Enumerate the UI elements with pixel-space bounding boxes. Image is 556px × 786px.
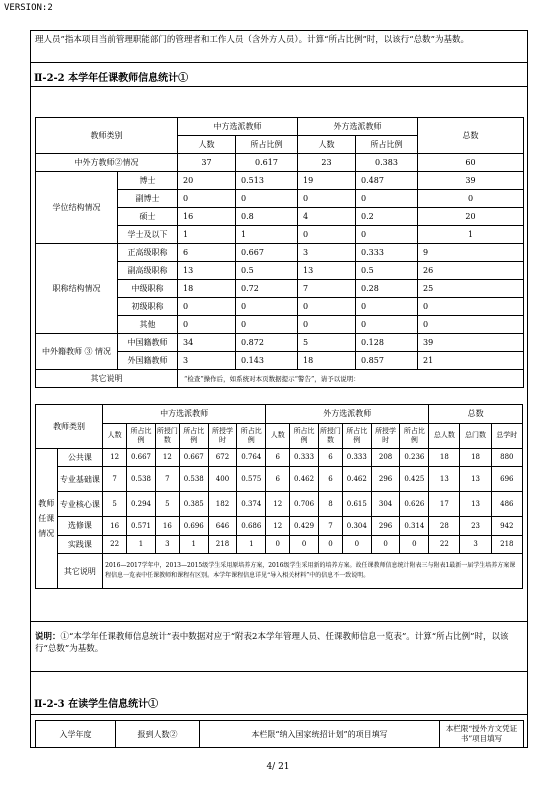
header-registered-count: 报到人数② [116,721,200,748]
cell: 208 [371,448,400,467]
subheader: 总人数 [429,423,460,448]
cell: 1 [179,535,208,554]
cell: 0.575 [237,467,266,492]
row-label: 选修课 [57,517,103,536]
table-row [36,334,524,352]
table-row [36,517,523,536]
cell: 3 [155,535,179,554]
header-total: 总数 [418,118,524,154]
cell: 0.615 [342,492,371,517]
row-label: 专业核心课 [57,492,103,517]
cell: 13 [460,492,491,517]
cell: 0.28 [356,280,418,298]
table-row [36,448,523,467]
cell: 0.538 [179,467,208,492]
row-label: 正高级职称 [118,244,178,262]
cell: 39 [418,334,524,352]
cell: 0 [400,535,429,554]
cell: 0.487 [356,172,418,190]
cell: 12 [266,517,290,536]
header-ratio: 所占比例 [236,136,298,154]
cell: 13 [429,467,460,492]
subheader: 所授学时 [208,423,237,448]
subheader: 所授门数 [155,423,179,448]
cell: 0.872 [236,334,298,352]
cell: 0.686 [237,517,266,536]
row-label: 专业基础课 [57,467,103,492]
table-row [36,172,524,190]
cell: 0.314 [400,517,429,536]
group-label-title: 职称结构情况 [36,244,118,334]
cell: 7 [298,280,356,298]
cell: 1 [127,535,156,554]
divider [31,714,527,715]
row-label: 副高级职称 [118,262,178,280]
table-row [36,535,523,554]
intro-text: 理人员”指本项目当前管理职能部门的管理者和工作人员（含外方人员）。计算“所占比例”时，以该行“总数”为基数。 [35,35,469,45]
cell: 0 [178,190,236,208]
cell: 16 [103,517,127,536]
header-chinese-teachers: 中方选派教师 [103,405,266,424]
table-row [36,154,524,172]
row-label: 学士及以下 [118,226,178,244]
cell: 13 [298,262,356,280]
document-page [30,30,528,748]
cell: 646 [208,517,237,536]
header-ratio: 所占比例 [356,136,418,154]
table-row [36,467,523,492]
header-count: 人数 [178,136,236,154]
teacher-info-table [35,117,524,388]
divider [31,621,527,622]
student-info-table [35,720,524,748]
cell: 0.667 [236,244,298,262]
cell: 16 [155,517,179,536]
cell: 0.2 [356,208,418,226]
cell: 19 [298,172,356,190]
subheader: 人数 [103,423,127,448]
cell: 0.8 [236,208,298,226]
cell: 7 [318,517,342,536]
subheader: 所占比例 [342,423,371,448]
subheader: 人数 [266,423,290,448]
table-row [36,721,524,748]
cell: 7 [155,467,179,492]
cell: 60 [418,154,524,172]
cell: 0.385 [179,492,208,517]
note-block [35,631,523,655]
group-label-degree: 学位结构情况 [36,172,118,244]
cell: 7 [103,467,127,492]
table-row [36,370,524,388]
cell: 0.617 [236,154,298,172]
cell: 0.5 [236,262,298,280]
cell: 22 [429,535,460,554]
cell: 672 [208,448,237,467]
cell: 0.626 [400,492,429,517]
row-label: 其它说明 [36,370,178,388]
subheader: 所占比例 [179,423,208,448]
cell: 0 [356,226,418,244]
cell: 16 [178,208,236,226]
cell: 0 [356,298,418,316]
cell: 20 [418,208,524,226]
row-label: 硕士 [118,208,178,226]
cell: 0 [236,298,298,316]
group-label-course: 教师任课情况 [36,448,58,589]
header-teacher-category: 教师类别 [36,118,178,154]
cell: 1 [418,226,524,244]
table-row [36,244,524,262]
group-label-nationality: 中外籍教师 ③ 情况 [36,334,118,370]
cell: 18 [429,448,460,467]
cell: 296 [371,517,400,536]
cell: 34 [178,334,236,352]
cell: 5 [298,334,356,352]
cell: 0 [356,316,418,334]
cell: 3 [178,352,236,370]
cell: 0.304 [342,517,371,536]
cell: 0 [290,535,319,554]
cell: 0.333 [342,448,371,467]
cell: 0 [418,316,524,334]
cell: 18 [178,280,236,298]
cell: 880 [491,448,522,467]
cell: 1 [237,535,266,554]
row-label: 博士 [118,172,178,190]
cell: 296 [371,467,400,492]
cell: 400 [208,467,237,492]
subheader: 所占比例 [290,423,319,448]
cell: 3 [460,535,491,554]
cell: 0 [178,316,236,334]
cell: 218 [491,535,522,554]
header-teacher-category: 教师类别 [36,405,103,449]
cell: 0 [236,190,298,208]
row-label: 中级职称 [118,280,178,298]
cell: 0.429 [290,517,319,536]
header-foreign-diploma: 本栏限“授外方文凭证书”项目填写 [440,721,524,748]
cell: 218 [208,535,237,554]
divider [31,62,527,63]
note-text: ①“本学年任课教师信息统计”表中数据对应于“附表2本学年管理人员、任课教师信息一览表”。计算“所占比例”时，以该行“总数”为基数。 [35,632,509,654]
divider [31,86,527,87]
cell: 0 [342,535,371,554]
cell: 12 [266,492,290,517]
cell: 39 [418,172,524,190]
cell: 4 [298,208,356,226]
cell: 25 [418,280,524,298]
cell: 18 [460,448,491,467]
cell: 6 [178,244,236,262]
course-assignment-table [35,404,523,589]
cell: 3 [298,244,356,262]
cell: 6 [266,448,290,467]
subheader: 所占比例 [127,423,156,448]
cell: 6 [318,448,342,467]
cell: 0.513 [236,172,298,190]
subheader: 所授学时 [371,423,400,448]
row-label: 公共课 [57,448,103,467]
cell: 26 [418,262,524,280]
cell: 942 [491,517,522,536]
cell: 0.857 [356,352,418,370]
cell: 22 [103,535,127,554]
cell: 0.128 [356,334,418,352]
cell: 21 [418,352,524,370]
cell: 0.294 [127,492,156,517]
table-row [36,492,523,517]
cell: 0.667 [127,448,156,467]
subheader: 总门数 [460,423,491,448]
section-title-students: Ⅱ-2-3 在读学生信息统计① [34,699,159,710]
cell: 0.706 [290,492,319,517]
cell: 0.764 [237,448,266,467]
subheader: 所占比例 [400,423,429,448]
row-label: 中外方教师②情况 [36,154,178,172]
version-label: VERSION:2 [4,3,53,13]
subheader: 总学时 [491,423,522,448]
cell: 0.5 [356,262,418,280]
header-foreign-teachers: 外方选派教师 [298,118,418,136]
cell: 0.571 [127,517,156,536]
cell: 18 [298,352,356,370]
cell: 0 [298,298,356,316]
header-national-plan: 本栏限“纳入国家统招计划”的项目填写 [200,721,440,748]
cell: 0.143 [236,352,298,370]
cell: 9 [418,244,524,262]
page-number: 4/ 21 [266,762,290,772]
cell: 23 [460,517,491,536]
cell: 6 [266,467,290,492]
cell: 0 [298,316,356,334]
subheader: 所占比例 [237,423,266,448]
header-total: 总数 [429,405,523,424]
cell: 17 [429,492,460,517]
cell: 0.383 [356,154,418,172]
cell: 37 [178,154,236,172]
header-count: 人数 [298,136,356,154]
cell: 12 [155,448,179,467]
cell: 0 [298,226,356,244]
cell: 0.462 [290,467,319,492]
cell: 0 [298,190,356,208]
other-note: 2016—2017学年中，2013—2015级学生采用原培养方案，2016级学生采用新的培养方案。故任课教师信息统计附表三与附表1最新一届学生培养方案课程信息一览表中任课教师和课程有区别。本学年课程信息详见“导入相关材料”中的信息不一致说明。 [103,554,523,589]
cell: 0 [318,535,342,554]
cell: 1 [236,226,298,244]
cell: 8 [318,492,342,517]
header-foreign-teachers: 外方选派教师 [266,405,429,424]
row-label: 外国籍教师 [118,352,178,370]
cell: 0 [236,316,298,334]
cell: 0 [418,298,524,316]
cell: 0.667 [179,448,208,467]
cell: 182 [208,492,237,517]
cell: 0 [418,190,524,208]
cell: 0 [356,190,418,208]
divider [31,671,527,672]
cell: 0.236 [400,448,429,467]
cell: 0.333 [290,448,319,467]
cell: 0 [178,298,236,316]
cell: 13 [460,467,491,492]
cell: 0.538 [127,467,156,492]
other-note: “检查”操作后，如系统对本页数据提示“警告”，请予以说明： [178,370,524,388]
cell: 0.333 [356,244,418,262]
cell: 0.72 [236,280,298,298]
cell: 1 [178,226,236,244]
cell: 304 [371,492,400,517]
cell: 20 [178,172,236,190]
cell: 0.374 [237,492,266,517]
cell: 696 [491,467,522,492]
header-chinese-teachers: 中方选派教师 [178,118,298,136]
cell: 12 [103,448,127,467]
note-label: 说明： [35,632,61,642]
row-label: 其他 [118,316,178,334]
cell: 486 [491,492,522,517]
row-label: 副博士 [118,190,178,208]
cell: 0.425 [400,467,429,492]
row-label: 其它说明 [57,554,103,589]
cell: 0.696 [179,517,208,536]
cell: 0 [266,535,290,554]
cell: 6 [318,467,342,492]
row-label: 实践课 [57,535,103,554]
cell: 0 [371,535,400,554]
cell: 23 [298,154,356,172]
cell: 5 [155,492,179,517]
subheader: 所授门数 [318,423,342,448]
cell: 13 [178,262,236,280]
row-label: 中国籍教师 [118,334,178,352]
table-row [36,554,523,589]
row-label: 初级职称 [118,298,178,316]
cell: 28 [429,517,460,536]
header-enroll-year: 入学年度 [36,721,116,748]
cell: 5 [103,492,127,517]
cell: 0.462 [342,467,371,492]
section-title-teachers: Ⅱ-2-2 本学年任课教师信息统计① [34,73,189,84]
